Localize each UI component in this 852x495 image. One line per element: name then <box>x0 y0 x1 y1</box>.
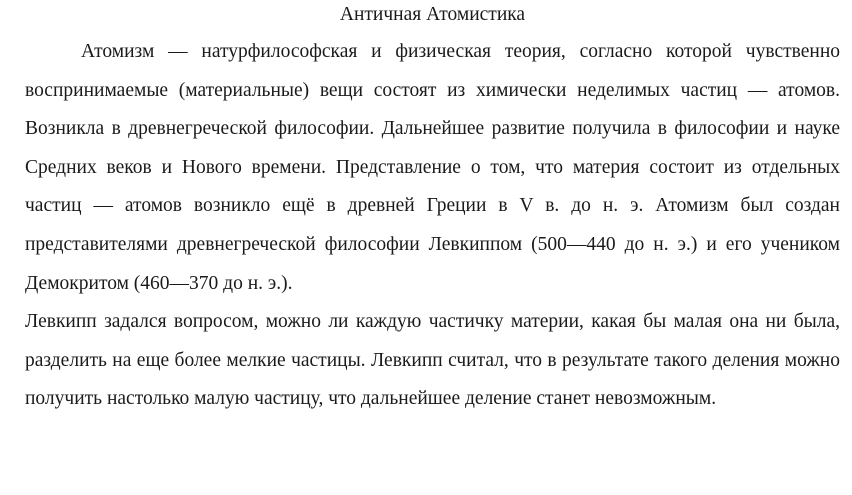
paragraph-atomism-definition: Атомизм — натурфилософская и физическая теория, согласно которой чувственно воспринимаемые (материальные) вещи состоят из химически неделимых частиц — атомов. Возникла в древнегреческой философии. Дальнейшее развитие получила в философии и науке Средних веков и Нового времени. Представление о том, что материя состоит из отдельных частиц — атомов возникло ещё в древней Греции в V в. до н. э. Атомизм был создан представителями древнегреческой философии Левкиппом (500—440 до н. э.) и его учеником Демокритом (460—370 до н. э.). <box>25 41 840 294</box>
document-page <box>25 0 840 419</box>
document-title: Античная Атомистика <box>339 4 526 25</box>
paragraph-leucippus: Левкипп задался вопросом, можно ли каждую частичку материи, какая бы малая она ни была, разделить на еще более мелкие частицы. Левкипп считал, что в результате такого деления можно получить настолько малую частицу, что дальнейшее деление станет невозможным. <box>25 311 840 410</box>
